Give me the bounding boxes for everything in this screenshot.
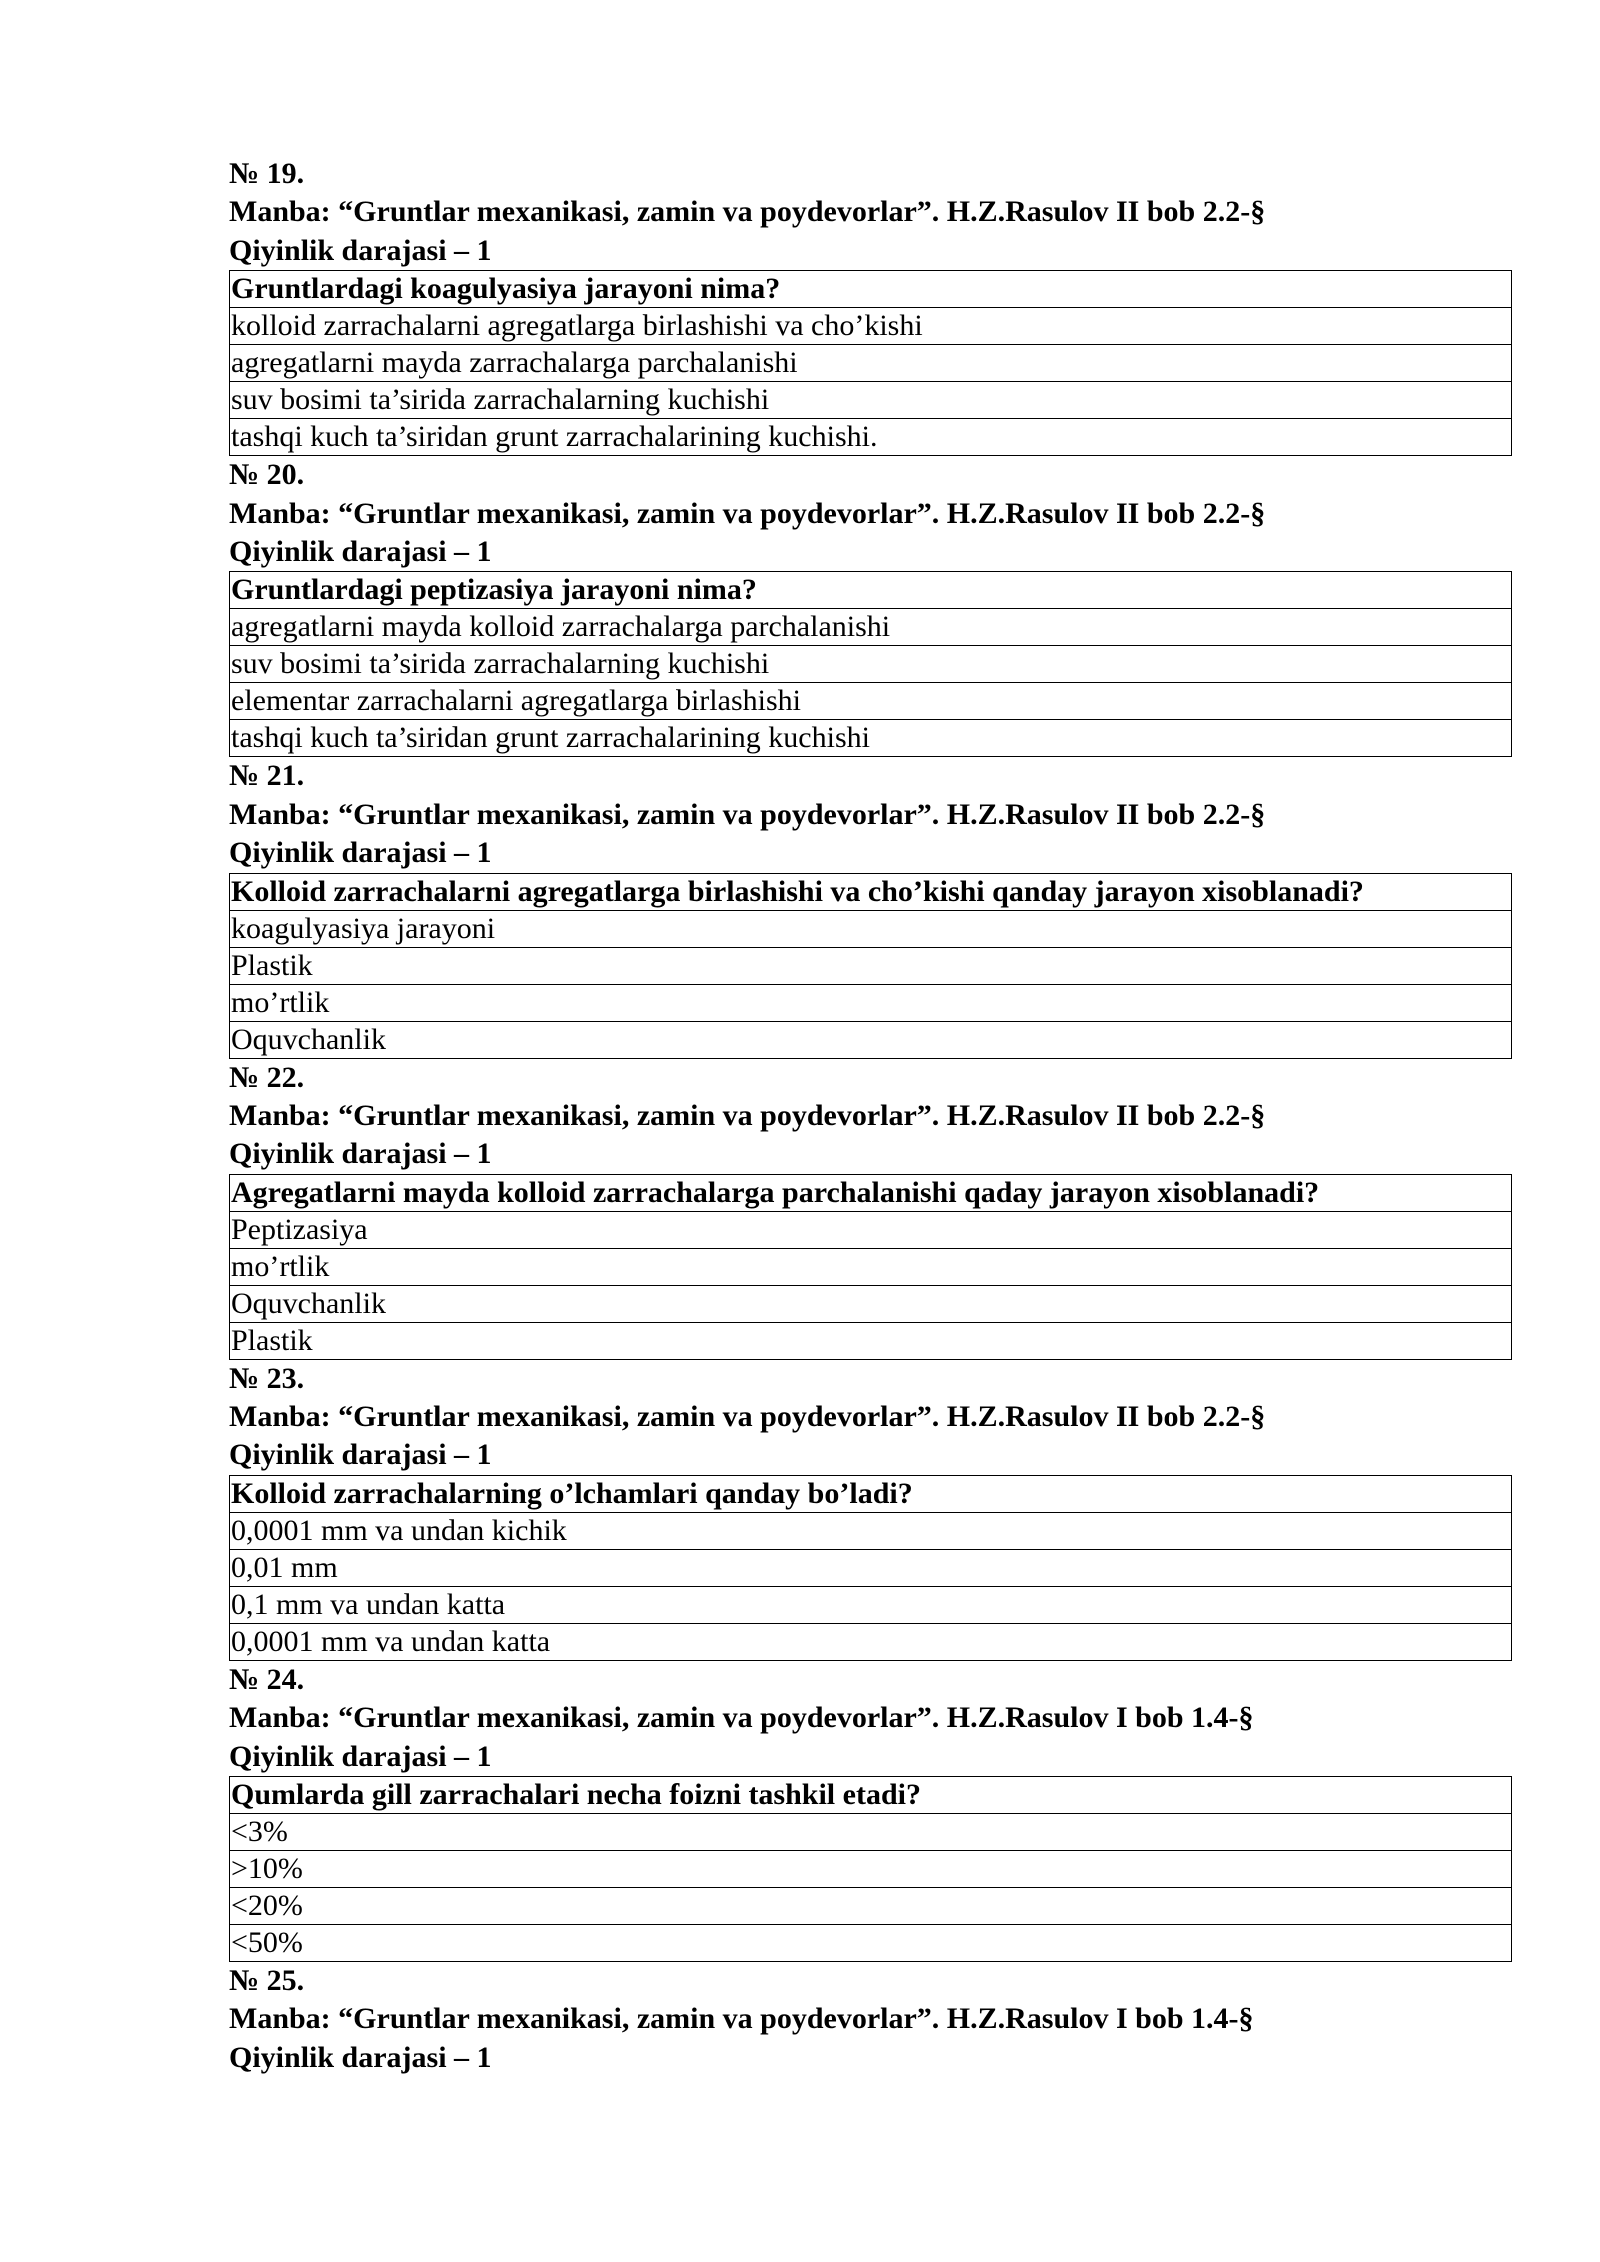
answer-row [230, 308, 1512, 345]
question-difficulty: Qiyinlik darajasi – 1 [229, 534, 492, 568]
answer-option: kolloid zarrachalarni agregatlarga birlashishi va cho’kishi [230, 308, 1512, 345]
question-table [229, 1475, 1512, 1661]
question-block [229, 1661, 1512, 1962]
answer-option: agregatlarni mayda kolloid zarrachalarga parchalanishi [230, 609, 1512, 646]
answer-row [230, 1851, 1512, 1888]
question-source: Manba: “Gruntlar mexanikasi, zamin va poydevorlar”. H.Z.Rasulov II bob 2.2-§ [229, 797, 1266, 831]
answer-row [230, 1285, 1512, 1322]
question-block [229, 155, 1512, 456]
answer-option: Oquvchanlik [230, 1285, 1512, 1322]
answer-row [230, 1549, 1512, 1586]
question-text: Agregatlarni mayda kolloid zarrachalarga parchalanishi qaday jarayon xisoblanadi? [230, 1174, 1512, 1211]
question-source: Manba: “Gruntlar mexanikasi, zamin va poydevorlar”. H.Z.Rasulov II bob 2.2-§ [229, 1098, 1266, 1132]
answer-row [230, 1211, 1512, 1248]
question-block [229, 456, 1512, 757]
answer-row [230, 382, 1512, 419]
question-row [230, 873, 1512, 910]
question-source: Manba: “Gruntlar mexanikasi, zamin va poydevorlar”. H.Z.Rasulov I bob 1.4-§ [229, 1701, 1254, 1735]
answer-row [230, 1623, 1512, 1660]
question-table [229, 1174, 1512, 1360]
answer-option: tashqi kuch ta’siridan grunt zarrachalarining kuchishi. [230, 419, 1512, 456]
question-text: Kolloid zarrachalarni agregatlarga birlashishi va cho’kishi qanday jarayon xisoblanadi? [230, 873, 1512, 910]
answer-option: 0,0001 mm va undan kichik [230, 1512, 1512, 1549]
question-table [229, 873, 1512, 1059]
question-number: № 25. [229, 1964, 305, 1998]
answer-row [230, 1322, 1512, 1359]
question-number: № 20. [229, 458, 305, 492]
question-difficulty: Qiyinlik darajasi – 1 [229, 1137, 492, 1171]
answer-row [230, 1586, 1512, 1623]
question-text: Gruntlardagi koagulyasiya jarayoni nima? [230, 271, 1512, 308]
answer-row [230, 1888, 1512, 1925]
question-difficulty: Qiyinlik darajasi – 1 [229, 233, 492, 267]
question-text: Kolloid zarrachalarning o’lchamlari qanday bo’ladi? [230, 1475, 1512, 1512]
question-number: № 23. [229, 1361, 305, 1395]
question-block [229, 1962, 1512, 2077]
question-text: Qumlarda gill zarrachalari necha foizni tashkil etadi? [230, 1777, 1512, 1814]
answer-option: suv bosimi ta’sirida zarrachalarning kuchishi [230, 382, 1512, 419]
answer-option: tashqi kuch ta’siridan grunt zarrachalarining kuchishi [230, 720, 1512, 757]
answer-row [230, 984, 1512, 1021]
question-row [230, 1777, 1512, 1814]
question-difficulty: Qiyinlik darajasi – 1 [229, 2040, 492, 2074]
answer-row [230, 646, 1512, 683]
document-page [229, 155, 1512, 2077]
answer-row [230, 1512, 1512, 1549]
question-source: Manba: “Gruntlar mexanikasi, zamin va poydevorlar”. H.Z.Rasulov II bob 2.2-§ [229, 195, 1266, 229]
answer-option: Oquvchanlik [230, 1021, 1512, 1058]
answer-row [230, 683, 1512, 720]
answer-row [230, 1814, 1512, 1851]
answer-row [230, 910, 1512, 947]
question-text: Gruntlardagi peptizasiya jarayoni nima? [230, 572, 1512, 609]
answer-option: Plastik [230, 947, 1512, 984]
question-block [229, 1360, 1512, 1661]
question-source: Manba: “Gruntlar mexanikasi, zamin va poydevorlar”. H.Z.Rasulov II bob 2.2-§ [229, 1400, 1266, 1434]
question-source: Manba: “Gruntlar mexanikasi, zamin va poydevorlar”. H.Z.Rasulov II bob 2.2-§ [229, 496, 1266, 530]
answer-row [230, 720, 1512, 757]
answer-option: 0,01 mm [230, 1549, 1512, 1586]
question-block [229, 1059, 1512, 1360]
answer-option: elementar zarrachalarni agregatlarga birlashishi [230, 683, 1512, 720]
answer-row [230, 345, 1512, 382]
answer-row [230, 419, 1512, 456]
answer-row [230, 1021, 1512, 1058]
answer-row [230, 947, 1512, 984]
question-table [229, 270, 1512, 456]
answer-option: 0,1 mm va undan katta [230, 1586, 1512, 1623]
answer-row [230, 1248, 1512, 1285]
question-difficulty: Qiyinlik darajasi – 1 [229, 1739, 492, 1773]
answer-option: 0,0001 mm va undan katta [230, 1623, 1512, 1660]
question-number: № 24. [229, 1662, 305, 1696]
question-row [230, 271, 1512, 308]
answer-option: <20% [230, 1888, 1512, 1925]
answer-option: koagulyasiya jarayoni [230, 910, 1512, 947]
question-number: № 22. [229, 1060, 305, 1094]
answer-option: Plastik [230, 1322, 1512, 1359]
answer-option: suv bosimi ta’sirida zarrachalarning kuchishi [230, 646, 1512, 683]
question-row [230, 572, 1512, 609]
answer-option: mo’rtlik [230, 1248, 1512, 1285]
question-number: № 21. [229, 759, 305, 793]
answer-option: Peptizasiya [230, 1211, 1512, 1248]
question-table [229, 571, 1512, 757]
question-row [230, 1475, 1512, 1512]
question-table [229, 1776, 1512, 1962]
answer-row [230, 609, 1512, 646]
question-difficulty: Qiyinlik darajasi – 1 [229, 836, 492, 870]
answer-option: >10% [230, 1851, 1512, 1888]
answer-row [230, 1925, 1512, 1962]
question-number: № 19. [229, 157, 305, 190]
answer-option: <50% [230, 1925, 1512, 1962]
answer-option: agregatlarni mayda zarrachalarga parchalanishi [230, 345, 1512, 382]
question-row [230, 1174, 1512, 1211]
question-block [229, 757, 1512, 1058]
answer-option: <3% [230, 1814, 1512, 1851]
answer-option: mo’rtlik [230, 984, 1512, 1021]
question-source: Manba: “Gruntlar mexanikasi, zamin va poydevorlar”. H.Z.Rasulov I bob 1.4-§ [229, 2002, 1254, 2036]
question-difficulty: Qiyinlik darajasi – 1 [229, 1438, 492, 1472]
